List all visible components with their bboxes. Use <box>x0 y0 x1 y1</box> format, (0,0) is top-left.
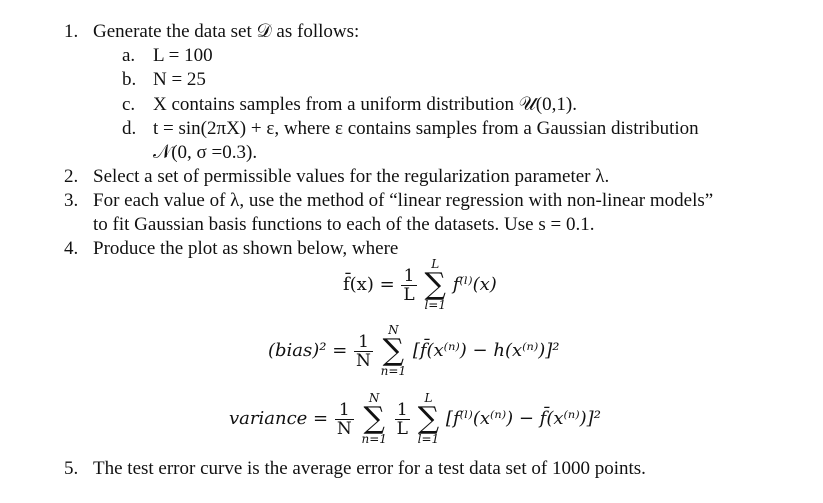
sum-upper: L <box>431 257 440 271</box>
denominator: N <box>356 350 371 371</box>
equation-variance <box>229 392 601 446</box>
summation: N ∑ n=1 <box>380 323 407 378</box>
equation-lhs: variance = <box>229 408 329 429</box>
numerator: 1 <box>335 401 354 420</box>
sum-lower: l=1 <box>417 432 440 446</box>
summation: L ∑ l=1 <box>417 391 440 446</box>
item-text: The test error curve is the average error for a test data set of 1000 points. <box>93 458 646 479</box>
summation: N ∑ n=1 <box>361 391 387 446</box>
equation-body: f⁽ˡ⁾(x) <box>452 274 497 295</box>
numerator: 1 <box>395 401 410 420</box>
fraction <box>354 333 373 370</box>
item-number: 2. <box>64 166 79 187</box>
subitem-text: X contains samples from a uniform distribution 𝒰(0,1). <box>153 94 577 115</box>
fraction <box>395 401 410 438</box>
fraction <box>401 267 416 304</box>
item-number: 1. <box>64 21 79 42</box>
item-number: 5. <box>64 458 79 479</box>
denominator: L <box>403 284 415 305</box>
fraction <box>335 401 354 438</box>
subitem-text-continued: 𝒩(0, σ =0.3). <box>153 142 258 163</box>
item-text-continued: to fit Gaussian basis functions to each of the datasets. Use s = 0.1. <box>93 214 595 235</box>
sum-lower: n=1 <box>380 364 407 378</box>
sum-upper: L <box>424 391 433 405</box>
equation-fbar <box>343 258 497 312</box>
subitem-label: b. <box>122 69 137 90</box>
sum-lower: n=1 <box>361 432 387 446</box>
summation: L ∑ l=1 <box>424 257 446 312</box>
subitem-text: N = 25 <box>153 69 206 90</box>
item-text: Select a set of permissible values for the regularization parameter λ. <box>93 166 610 187</box>
sum-upper: N <box>388 323 399 337</box>
sum-upper: N <box>368 391 380 405</box>
item-number: 4. <box>64 238 79 259</box>
numerator: 1 <box>354 333 373 352</box>
subitem-text: t = sin(2πX) + ε, where ε contains samples from a Gaussian distribution <box>153 118 699 139</box>
subitem-text: L = 100 <box>153 45 213 66</box>
item-text: Generate the data set 𝒟 as follows: <box>93 21 360 42</box>
equation-lhs: f̄(x) = <box>343 274 395 295</box>
equation-lhs: (bias)² = <box>268 340 348 361</box>
denominator: L <box>396 418 408 439</box>
sum-lower: l=1 <box>424 298 446 312</box>
item-number: 3. <box>64 190 79 211</box>
equation-body: [f⁽ˡ⁾(x⁽ⁿ⁾) − f̄(x⁽ⁿ⁾)]² <box>445 408 601 429</box>
equation-body: [f̄(x⁽ⁿ⁾) − h(x⁽ⁿ⁾)]² <box>412 340 560 361</box>
item-text: Produce the plot as shown below, where <box>93 238 399 259</box>
subitem-label: c. <box>122 94 136 115</box>
equation-bias <box>268 324 560 378</box>
numerator: 1 <box>401 267 416 286</box>
subitem-label: d. <box>122 118 137 139</box>
denominator: N <box>336 418 352 439</box>
subitem-label: a. <box>122 45 136 66</box>
item-text: For each value of λ, use the method of “linear regression with non-linear models” <box>93 190 714 211</box>
